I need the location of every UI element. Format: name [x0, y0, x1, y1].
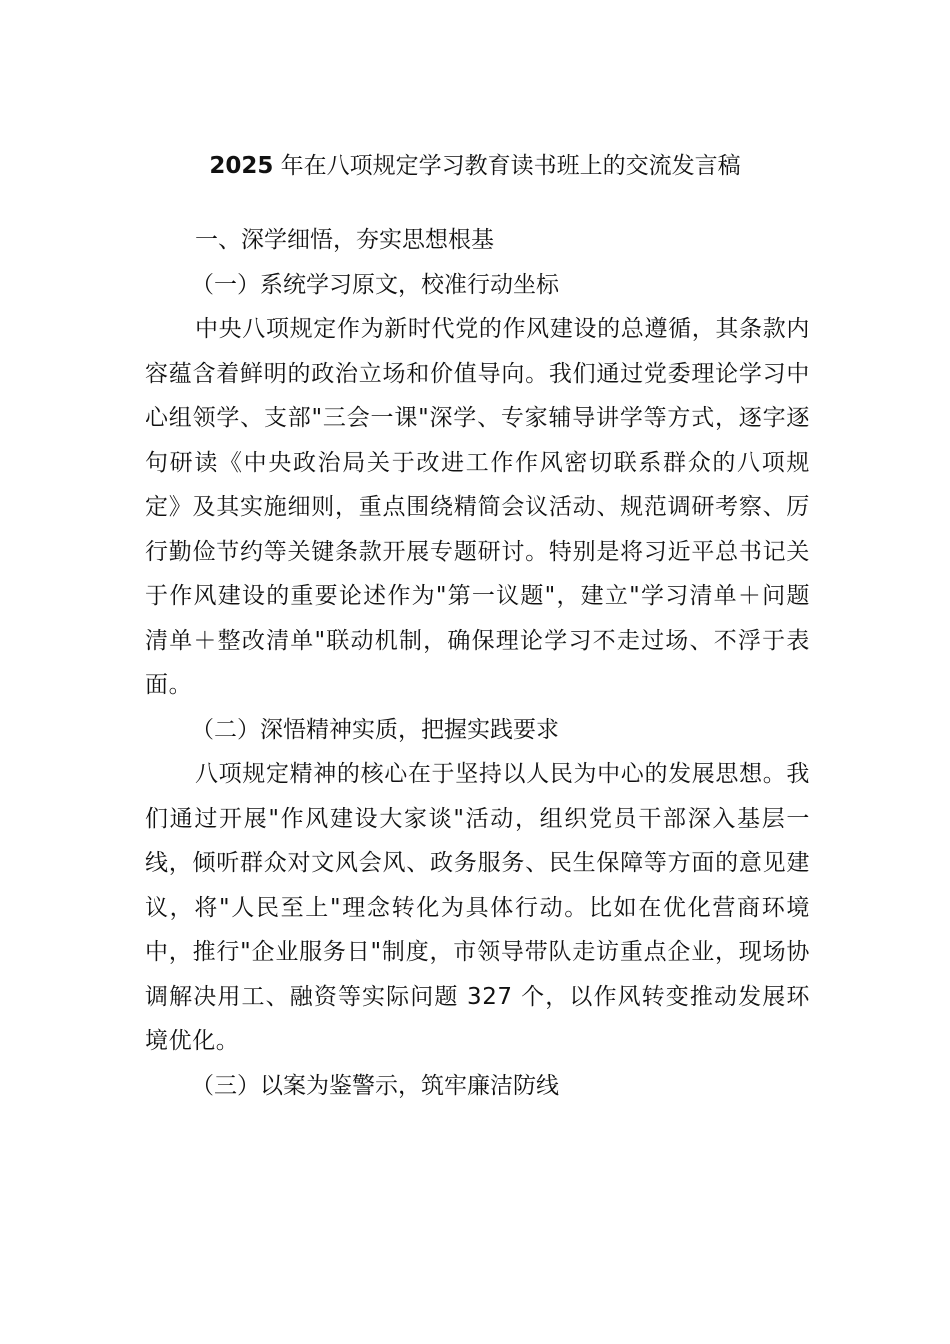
subsection-heading-1: （一）系统学习原文，校准行动坐标: [191, 271, 559, 298]
subsection-heading-3: （三）以案为鉴警示，筑牢廉洁防线: [191, 1072, 559, 1099]
document-title: [0, 146, 950, 186]
section-heading-1: 一、深学细悟，夯实思想根基: [195, 227, 494, 253]
document-body: [145, 218, 810, 1108]
title-text: 年在八项规定学习教育读书班上的交流发言稿: [273, 153, 741, 179]
subsection-heading-2: （二）深悟精神实质，把握实践要求: [191, 716, 559, 743]
title-year: 2025: [209, 153, 274, 179]
paragraph-1: 中央八项规定作为新时代党的作风建设的总遵循，其条款内容蕴含着鲜明的政治立场和价值导向。我们通过党委理论学习中心组领学、支部"三会一课"深学、专家辅导讲学等方式，逐字逐句研读《中央政治局关于改进工作作风密切联系群众的八项规定》及其实施细则，重点围绕精简会议活动、规范调研考察、厉行勤俭节约等关键条款开展专题研讨。特别是将习近平总书记关于作风建设的重要论述作为"第一议题"，建立"学习清单＋问题清单＋整改清单"联动机制，确保理论学习不走过场、不浮于表面。: [145, 316, 810, 698]
paragraph-2: 八项规定精神的核心在于坚持以人民为中心的发展思想。我们通过开展"作风建设大家谈"活动，组织党员干部深入基层一线，倾听群众对文风会风、政务服务、民生保障等方面的意见建议，将"人民至上"理念转化为具体行动。比如在优化营商环境中，推行"企业服务日"制度，市领导带队走访重点企业，现场协调解决用工、融资等实际问题 327 个，以作风转变推动发展环境优化。: [145, 761, 810, 1054]
